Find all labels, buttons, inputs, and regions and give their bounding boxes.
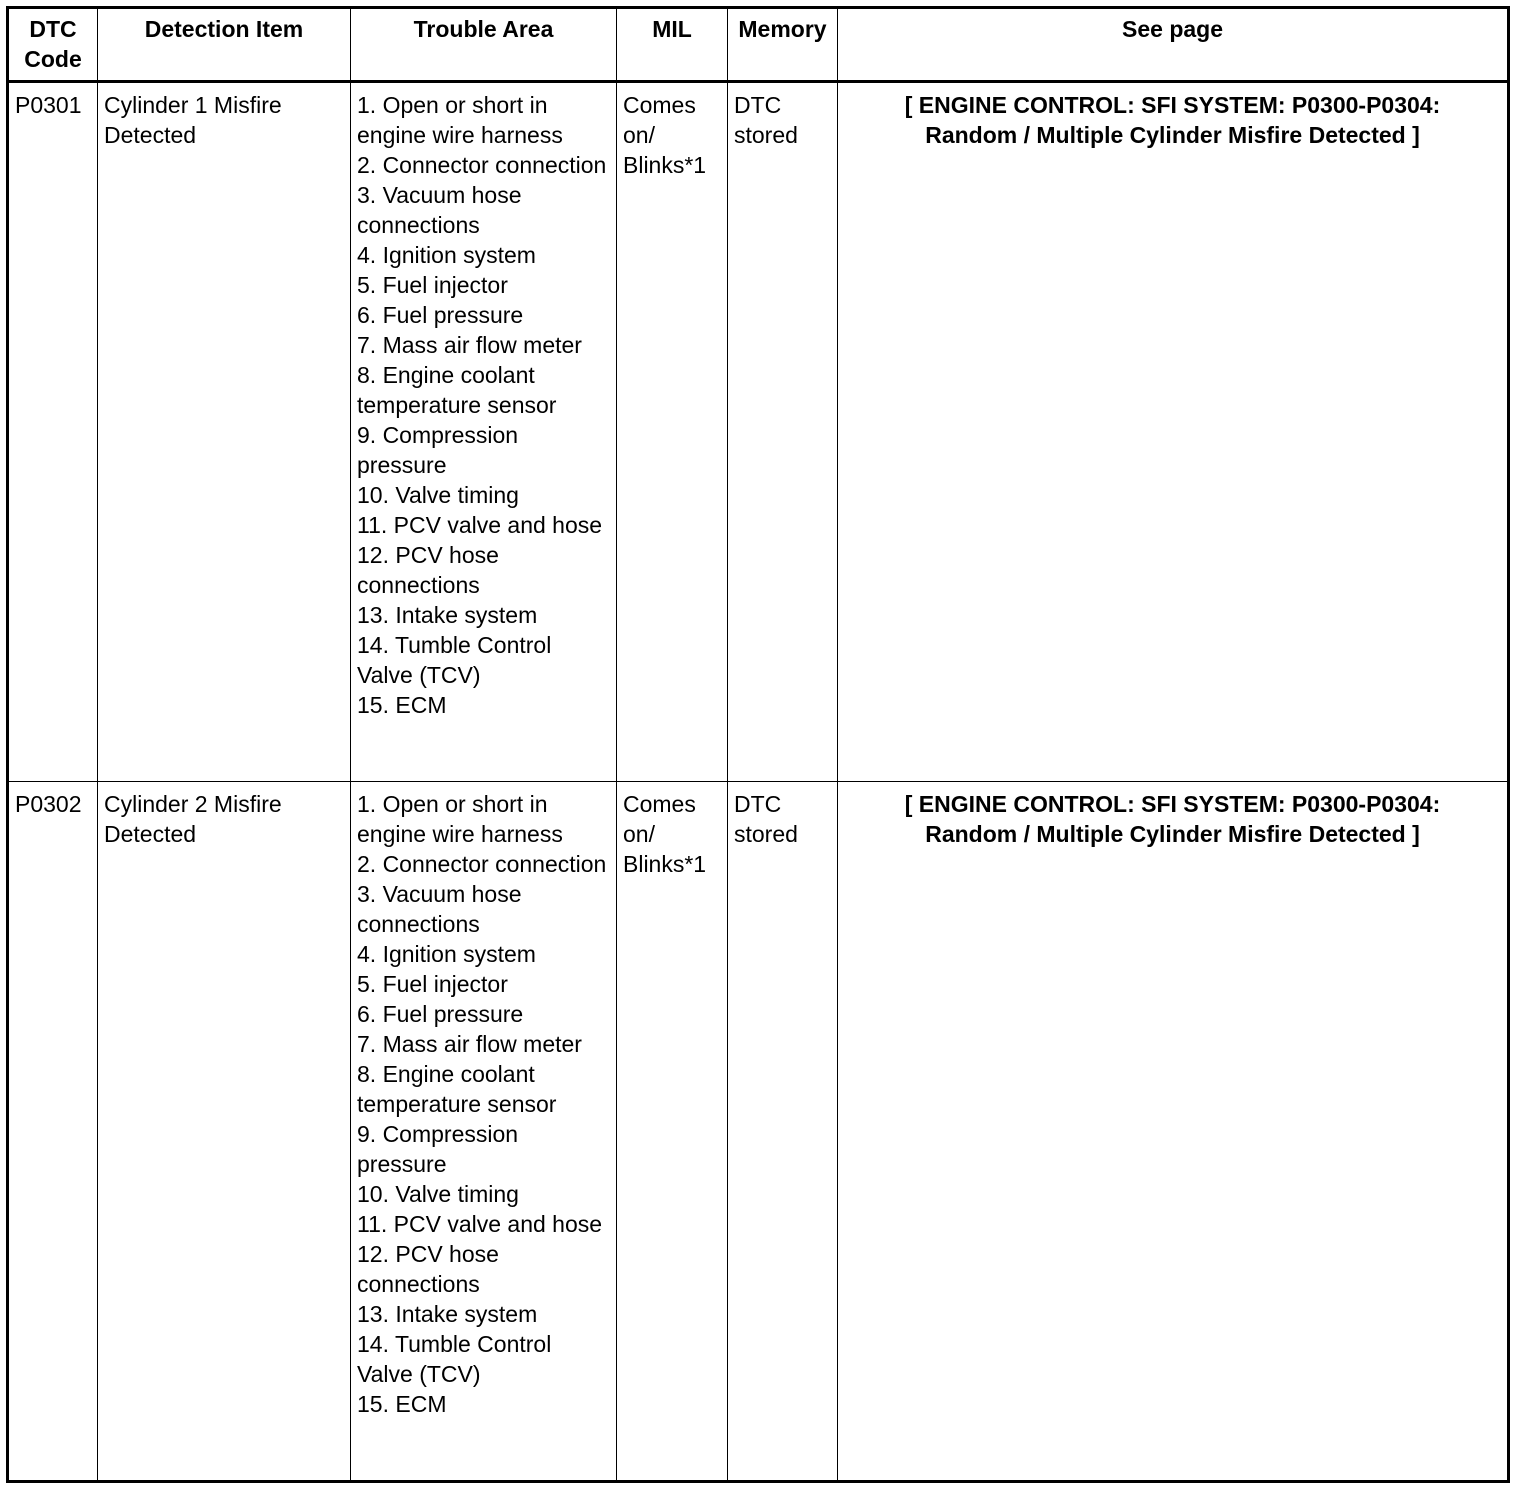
memory-cell: DTC stored	[728, 782, 838, 1482]
see-page-link[interactable]: [ ENGINE CONTROL: SFI SYSTEM: P0300-P0304: Random / Multiple Cylinder Misfire Detected ]	[904, 791, 1441, 847]
trouble-area-item: 4. Ignition system	[357, 941, 536, 967]
trouble-area-item: 6. Fuel pressure	[357, 302, 524, 328]
header-memory: Memory	[728, 8, 838, 82]
trouble-area-item: 15. ECM	[357, 692, 447, 718]
trouble-area-item: 5. Fuel injector	[357, 971, 508, 997]
trouble-area-item: 3. Vacuum hose connections	[357, 182, 522, 238]
trouble-area-item: 15. ECM	[357, 1391, 447, 1417]
trouble-area-item: 3. Vacuum hose connections	[357, 881, 522, 937]
trouble-area-item: 14. Tumble Control Valve (TCV)	[357, 632, 552, 688]
trouble-area-cell	[351, 782, 617, 1482]
trouble-area-item: 8. Engine coolant temperature sensor	[357, 1061, 557, 1117]
trouble-area-item: 2. Connector connection	[357, 152, 607, 178]
trouble-area-item: 13. Intake system	[357, 602, 538, 628]
trouble-area-item: 1. Open or short in engine wire harness	[357, 791, 563, 847]
table-body	[8, 82, 1509, 1482]
trouble-area-item: 12. PCV hose connections	[357, 1241, 499, 1297]
dtc-code-cell: P0301	[8, 82, 98, 782]
see-page-cell	[838, 782, 1509, 1482]
detection-item-cell: Cylinder 2 Misfire Detected	[98, 782, 351, 1482]
header-see-page: See page	[838, 8, 1509, 82]
trouble-area-item: 4. Ignition system	[357, 242, 536, 268]
trouble-area-item: 7. Mass air flow meter	[357, 1031, 582, 1057]
memory-cell: DTC stored	[728, 82, 838, 782]
trouble-area-item: 2. Connector connection	[357, 851, 607, 877]
mil-cell: Comes on/ Blinks*1	[617, 82, 728, 782]
trouble-area-item: 11. PCV valve and hose	[357, 512, 603, 538]
trouble-area-item: 8. Engine coolant temperature sensor	[357, 362, 557, 418]
trouble-area-item: 13. Intake system	[357, 1301, 538, 1327]
trouble-area-item: 11. PCV valve and hose	[357, 1211, 603, 1237]
table-row	[8, 782, 1509, 1482]
trouble-area-item: 5. Fuel injector	[357, 272, 508, 298]
header-detection-item: Detection Item	[98, 8, 351, 82]
trouble-area-item: 7. Mass air flow meter	[357, 332, 582, 358]
trouble-area-item: 1. Open or short in engine wire harness	[357, 92, 563, 148]
header-dtc-code: DTC Code	[8, 8, 98, 82]
header-trouble-area: Trouble Area	[351, 8, 617, 82]
trouble-area-item: 9. Compression pressure	[357, 422, 519, 478]
dtc-table	[6, 6, 1510, 1483]
trouble-area-item: 10. Valve timing	[357, 1181, 519, 1207]
trouble-area-item: 12. PCV hose connections	[357, 542, 499, 598]
dtc-code-cell: P0302	[8, 782, 98, 1482]
trouble-area-item: 6. Fuel pressure	[357, 1001, 524, 1027]
table-row	[8, 82, 1509, 782]
trouble-area-item: 9. Compression pressure	[357, 1121, 519, 1177]
table-header	[8, 8, 1509, 82]
see-page-link[interactable]: [ ENGINE CONTROL: SFI SYSTEM: P0300-P0304: Random / Multiple Cylinder Misfire Detected ]	[904, 92, 1441, 148]
trouble-area-cell	[351, 82, 617, 782]
header-row	[8, 8, 1509, 82]
see-page-cell	[838, 82, 1509, 782]
mil-cell: Comes on/ Blinks*1	[617, 782, 728, 1482]
trouble-area-item: 14. Tumble Control Valve (TCV)	[357, 1331, 552, 1387]
detection-item-cell: Cylinder 1 Misfire Detected	[98, 82, 351, 782]
header-mil: MIL	[617, 8, 728, 82]
trouble-area-item: 10. Valve timing	[357, 482, 519, 508]
